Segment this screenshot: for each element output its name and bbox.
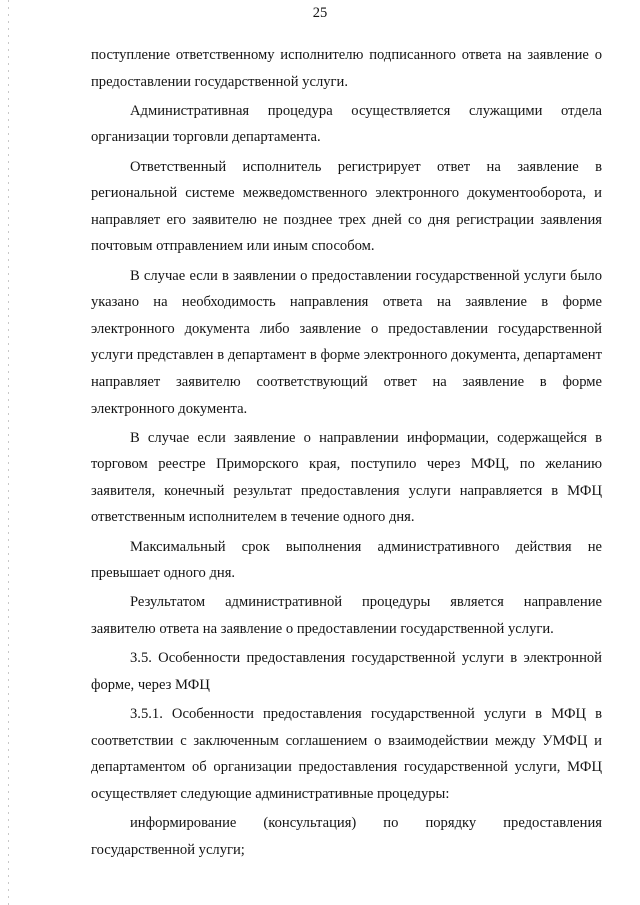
page-number: 25 [312, 5, 328, 21]
paragraph-administrative-procedure: Административная процедура осуществляется служащими отдела организации торговли департамента. [91, 102, 602, 146]
paragraph-response-registration: Ответственный исполнитель регистрирует ответ на заявление в региональной системе межведомственного электронного документооборота, и направляет его заявителю не позднее трех дней со дня регистрации заявления почтовым отправлением или иным способом. [91, 158, 602, 255]
section-heading-3-5: 3.5. Особенности предоставления государственной услуги в электронной форме, через МФЦ [91, 650, 602, 693]
paragraph-mfc-result: В случае если заявление о направлении информации, содержащейся в торговом реестре Приморского края, поступило через МФЦ, по желанию заявителя, конечный результат предоставления услуги направляется в МФЦ ответственным исполнителем в течение одного дня. [91, 429, 602, 526]
scan-edge-line [8, 0, 9, 905]
paragraph-continuation: поступление ответственному исполнителю подписанного ответа на заявление о предоставлении государственной услуги. [91, 47, 602, 90]
paragraph-maximum-term: Максимальный срок выполнения административного действия не превышает одного дня. [91, 538, 602, 582]
list-item-informing: информирование (консультация) по порядку предоставления государственной услуги; [91, 814, 602, 858]
paragraph-procedure-result: Результатом административной процедуры является направление заявителю ответа на заявление о предоставлении государственной услуги. [91, 594, 602, 638]
document-body [91, 42, 602, 863]
paragraph-3-5-1: 3.5.1. Особенности предоставления государственной услуги в МФЦ в соответствии с заключенным соглашением о взаимодействии между УМФЦ и департаментом об организации предоставления государственной услуги, МФЦ осуществляет следующие административные процедуры: [91, 706, 602, 802]
paragraph-electronic-response: В случае если в заявлении о предоставлении государственной услуги было указано на необходимость направления ответа на заявление в форме электронного документа либо заявление о предоставлении государственной услуги представлен в департамент в форме электронного документа, департамент направляет заявителю соответствующий ответ на заявление в форме электронного документа. [91, 267, 602, 417]
